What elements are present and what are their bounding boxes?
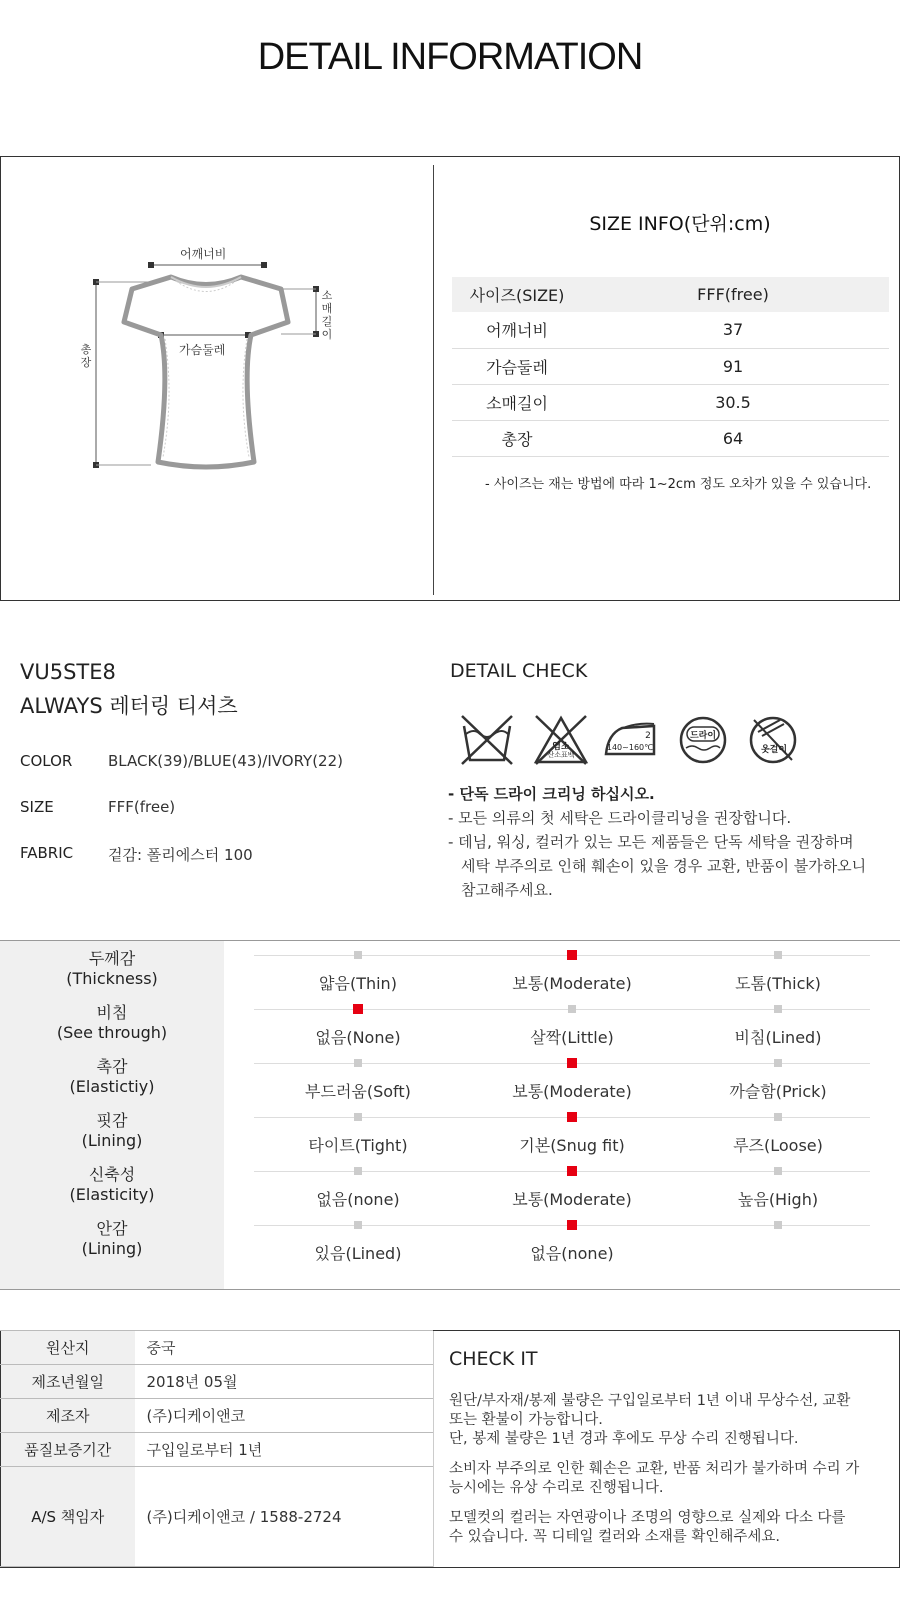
product-code: VU5STE8 — [20, 660, 116, 684]
sleeve-label: 소 매 길 이 — [321, 289, 333, 341]
chest-label: 가슴둘레 — [179, 343, 226, 357]
iron-icon — [602, 712, 660, 768]
rating-option: 까슬함(Prick) — [729, 1082, 827, 1101]
info-key: 품질보증기간 — [1, 1433, 135, 1467]
rating-marker-selected — [567, 1220, 577, 1230]
rating-marker — [354, 1167, 362, 1175]
care-line: - 모든 의류의 첫 세탁은 드라이클리닝을 권장합니다. — [448, 809, 792, 827]
size-value: 30.5 — [582, 384, 889, 420]
rating-option: 없음(none) — [316, 1190, 400, 1209]
rating-label: 촉감 (Elastictiy) — [69, 1057, 155, 1096]
info-value: 2018년 05월 — [135, 1365, 434, 1399]
info-key: 제조년월일 — [1, 1365, 135, 1399]
check-it-paragraph: 소비자 부주의로 인한 훼손은 교환, 반품 처리가 불가하며 수리 가 능시에는 유상 수리로 진행됩니다. — [449, 1461, 860, 1496]
fabric-rating — [0, 940, 900, 1290]
rating-option: 타이트(Tight) — [308, 1136, 408, 1155]
rating-option: 없음(None) — [315, 1028, 401, 1047]
care-line: - 데님, 워싱, 컬러가 있는 모든 제품들은 단독 세탁을 권장하며 — [448, 833, 854, 851]
rating-option: 보통(Moderate) — [512, 1082, 632, 1101]
rating-option: 살짝(Little) — [530, 1028, 614, 1047]
check-it-title: CHECK IT — [449, 1348, 538, 1370]
rating-marker-selected — [567, 1166, 577, 1176]
rating-marker-selected — [353, 1004, 363, 1014]
rating-marker — [354, 951, 362, 959]
table-row — [452, 420, 889, 456]
table-row — [452, 312, 889, 348]
iron-level: 2 — [645, 731, 651, 741]
size-key: 소매길이 — [452, 384, 582, 420]
info-value: (주)디케이앤코 / 1588-2724 — [135, 1467, 434, 1567]
divider — [0, 157, 1, 600]
hang-text: 옷걸이 — [760, 745, 788, 755]
rating-marker — [774, 1221, 782, 1229]
page-title: DETAIL INFORMATION — [257, 36, 643, 78]
info-key: 원산지 — [1, 1331, 135, 1365]
care-line: 참고해주세요. — [461, 881, 553, 899]
rating-option: 보통(Moderate) — [512, 974, 632, 993]
spec-key-fabric: FABRIC — [20, 844, 74, 862]
table-row — [1, 1399, 434, 1433]
rating-label: 안감 (Lining) — [81, 1219, 143, 1258]
table-row — [1, 1433, 434, 1467]
spec-value-fabric: 겉감: 폴리에스터 100 — [108, 846, 253, 864]
info-value: 구입일로부터 1년 — [135, 1433, 434, 1467]
rating-marker — [774, 1005, 782, 1013]
table-row — [452, 348, 889, 384]
rating-option: 보통(Moderate) — [512, 1190, 632, 1209]
rating-marker — [774, 1113, 782, 1121]
table-row — [1, 1365, 434, 1399]
no-bleach-icon — [532, 712, 590, 768]
size-header-value: FFF(free) — [582, 277, 889, 312]
table-row — [452, 277, 889, 312]
iron-temp: 140~160℃ — [606, 743, 654, 752]
detail-check-title: DETAIL CHECK — [450, 660, 588, 682]
rating-label: 신축성 (Elasticity) — [69, 1165, 155, 1204]
spec-key-color: COLOR — [20, 752, 73, 770]
bleach-text-1: 염소 — [552, 742, 570, 752]
shoulder-label: 어깨너비 — [180, 247, 227, 261]
size-header: 사이즈(SIZE) — [452, 277, 582, 312]
rating-marker-selected — [567, 950, 577, 960]
size-key: 가슴둘레 — [452, 348, 582, 384]
size-info-title: SIZE INFO(단위:cm) — [589, 213, 771, 235]
rating-label: 두께감 (Thickness) — [66, 949, 158, 988]
divider — [433, 1331, 434, 1567]
check-it-paragraph: 원단/부자재/봉제 불량은 구입일로부터 1년 이내 무상수선, 교환 또는 환불이 가능합니다. 단, 봉제 불량은 1년 경과 후에도 무상 수리 진행됩니다. — [449, 1393, 851, 1447]
size-key: 어깨너비 — [452, 312, 582, 348]
rating-option: 루즈(Loose) — [733, 1136, 823, 1155]
no-tumble-icon — [744, 712, 802, 768]
size-value: 91 — [582, 348, 889, 384]
rating-marker — [354, 1221, 362, 1229]
care-instructions — [448, 782, 888, 902]
rating-marker — [354, 1113, 362, 1121]
size-value: 37 — [582, 312, 889, 348]
rating-marker — [774, 1059, 782, 1067]
info-key: A/S 책임자 — [1, 1467, 135, 1567]
rating-option: 없음(none) — [530, 1244, 614, 1263]
size-value: 64 — [582, 420, 889, 456]
tshirt-outline-icon — [76, 247, 356, 547]
rating-option: 높음(High) — [737, 1190, 819, 1209]
spec-value-size: FFF(free) — [108, 798, 176, 816]
table-row — [1, 1331, 434, 1365]
dry-clean-icon — [674, 712, 732, 768]
size-key: 총장 — [452, 420, 582, 456]
length-label: 총 장 — [80, 343, 92, 369]
info-value: (주)디케이앤코 — [135, 1399, 434, 1433]
product-info-table — [0, 1330, 433, 1567]
rating-marker — [568, 1005, 576, 1013]
dry-text: 드라이 — [689, 731, 717, 741]
info-key: 제조자 — [1, 1399, 135, 1433]
care-icons — [458, 712, 818, 772]
rating-option: 있음(Lined) — [314, 1244, 402, 1263]
rating-marker — [774, 1167, 782, 1175]
rating-marker — [774, 951, 782, 959]
rating-marker — [354, 1059, 362, 1067]
table-row — [1, 1467, 434, 1567]
rating-option: 도톰(Thick) — [735, 974, 821, 993]
divider — [433, 165, 434, 595]
rating-marker-selected — [567, 1112, 577, 1122]
spec-value-color: BLACK(39)/BLUE(43)/IVORY(22) — [108, 752, 343, 770]
check-it-paragraph: 모델컷의 컬러는 자연광이나 조명의 영향으로 실제와 다소 다를 수 있습니다. 꼭 디테일 컬러와 소재를 확인해주세요. — [449, 1510, 846, 1545]
rating-option: 기본(Snug fit) — [519, 1136, 625, 1155]
spec-key-size: SIZE — [20, 798, 54, 816]
no-wash-icon — [458, 712, 516, 768]
tshirt-diagram — [76, 247, 356, 547]
rating-marker-selected — [567, 1058, 577, 1068]
rating-option: 비침(Lined) — [734, 1028, 822, 1047]
rating-option: 얇음(Thin) — [319, 974, 397, 993]
care-line: 세탁 부주의로 인해 훼손이 있을 경우 교환, 반품이 불가하오니 — [461, 857, 867, 875]
rating-label: 비침 (See through) — [56, 1003, 168, 1042]
rating-option: 부드러움(Soft) — [305, 1082, 411, 1101]
size-section — [0, 156, 900, 601]
size-table — [452, 277, 889, 457]
table-row — [452, 384, 889, 420]
care-line: - 단독 드라이 크리닝 하십시오. — [448, 785, 655, 803]
product-name: ALWAYS 레터링 티셔츠 — [20, 694, 238, 718]
info-value: 중국 — [135, 1331, 434, 1365]
bleach-text-2: 산소표백 — [547, 751, 575, 759]
rating-label: 핏감 (Lining) — [81, 1111, 143, 1150]
size-note: - 사이즈는 재는 방법에 따라 1~2cm 정도 오차가 있을 수 있습니다. — [485, 477, 872, 492]
